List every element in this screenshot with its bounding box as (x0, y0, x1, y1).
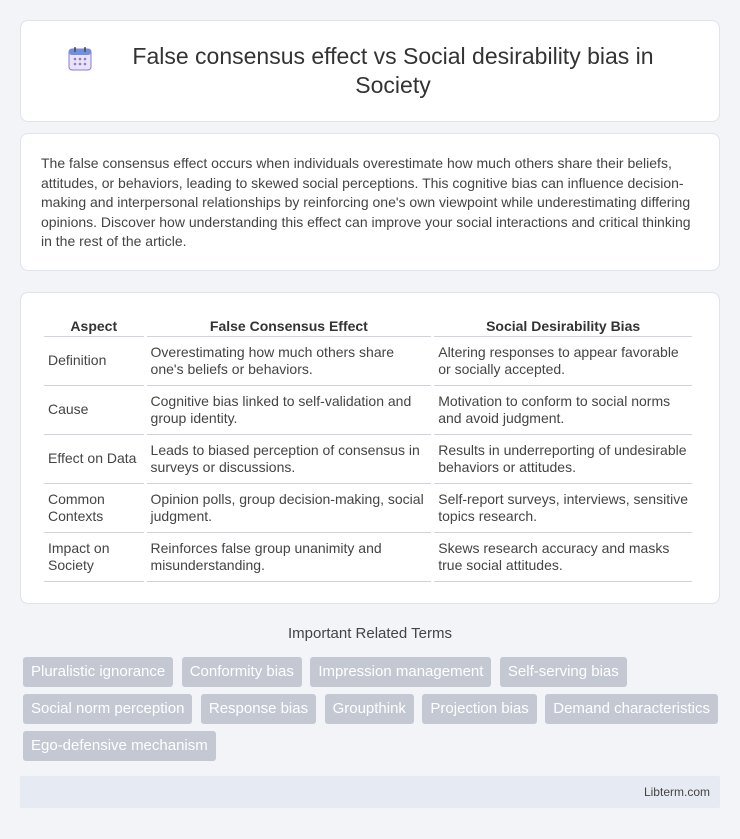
tag-projection-bias[interactable]: Projection bias (422, 694, 536, 724)
table-row (44, 337, 692, 386)
row-false-consensus: Opinion polls, group decision-making, social judgment. (147, 484, 432, 533)
row-false-consensus: Overestimating how much others share one's beliefs or behaviors. (147, 337, 432, 386)
tag-social-norm-perception[interactable]: Social norm perception (23, 694, 192, 724)
comparison-table (41, 313, 695, 582)
intro-paragraph: The false consensus effect occurs when individuals overestimate how much others share their beliefs, attitudes, or behaviors, leading to skewed social perceptions. This cognitive bias can influence decision-making and interpersonal relationships by reinforcing one's own viewpoint while underestimating differing opinions. Discover how understanding this effect can improve your social interactions and critical thinking in the rest of the article. (41, 155, 691, 249)
table-row (44, 386, 692, 435)
row-false-consensus: Cognitive bias linked to self-validation and group identity. (147, 386, 432, 435)
related-terms-title: Important Related Terms (288, 625, 452, 642)
row-social-desirability: Altering responses to appear favorable or socially accepted. (434, 337, 692, 386)
tag-demand-characteristics[interactable]: Demand characteristics (545, 694, 718, 724)
tag-response-bias[interactable]: Response bias (201, 694, 316, 724)
tag-pluralistic-ignorance[interactable]: Pluralistic ignorance (23, 657, 173, 687)
row-social-desirability: Self-report surveys, interviews, sensitive topics research. (434, 484, 692, 533)
title-card (20, 20, 720, 122)
tag-impression-management[interactable]: Impression management (310, 657, 491, 687)
comparison-card (20, 292, 720, 604)
header-social-desirability: Social Desirability Bias (434, 313, 692, 337)
related-terms-list (23, 657, 723, 768)
row-aspect: Common Contexts (44, 484, 144, 533)
table-row (44, 435, 692, 484)
row-social-desirability: Results in underreporting of undesirable behaviors or attitudes. (434, 435, 692, 484)
tag-conformity-bias[interactable]: Conformity bias (182, 657, 302, 687)
row-social-desirability: Motivation to conform to social norms and avoid judgment. (434, 386, 692, 435)
row-aspect: Cause (44, 386, 144, 435)
calendar-icon (67, 46, 93, 72)
row-aspect: Impact on Society (44, 533, 144, 582)
row-false-consensus: Reinforces false group unanimity and misunderstanding. (147, 533, 432, 582)
intro-card (20, 133, 720, 271)
tag-groupthink[interactable]: Groupthink (325, 694, 414, 724)
row-false-consensus: Leads to biased perception of consensus in surveys or discussions. (147, 435, 432, 484)
table-row (44, 533, 692, 582)
footer-site-link[interactable]: Libterm.com (643, 785, 710, 799)
row-aspect: Definition (44, 337, 144, 386)
tag-ego-defensive-mechanism[interactable]: Ego-defensive mechanism (23, 731, 216, 761)
row-social-desirability: Skews research accuracy and masks true social attitudes. (434, 533, 692, 582)
title-wrap (27, 42, 713, 100)
footer (20, 776, 720, 808)
tag-self-serving-bias[interactable]: Self-serving bias (500, 657, 627, 687)
row-aspect: Effect on Data (44, 435, 144, 484)
table-row (44, 484, 692, 533)
page-title: False consensus effect vs Social desirability bias in Society (132, 43, 654, 98)
header-false-consensus: False Consensus Effect (147, 313, 432, 337)
table-header-row (44, 313, 692, 337)
header-aspect: Aspect (44, 313, 144, 337)
